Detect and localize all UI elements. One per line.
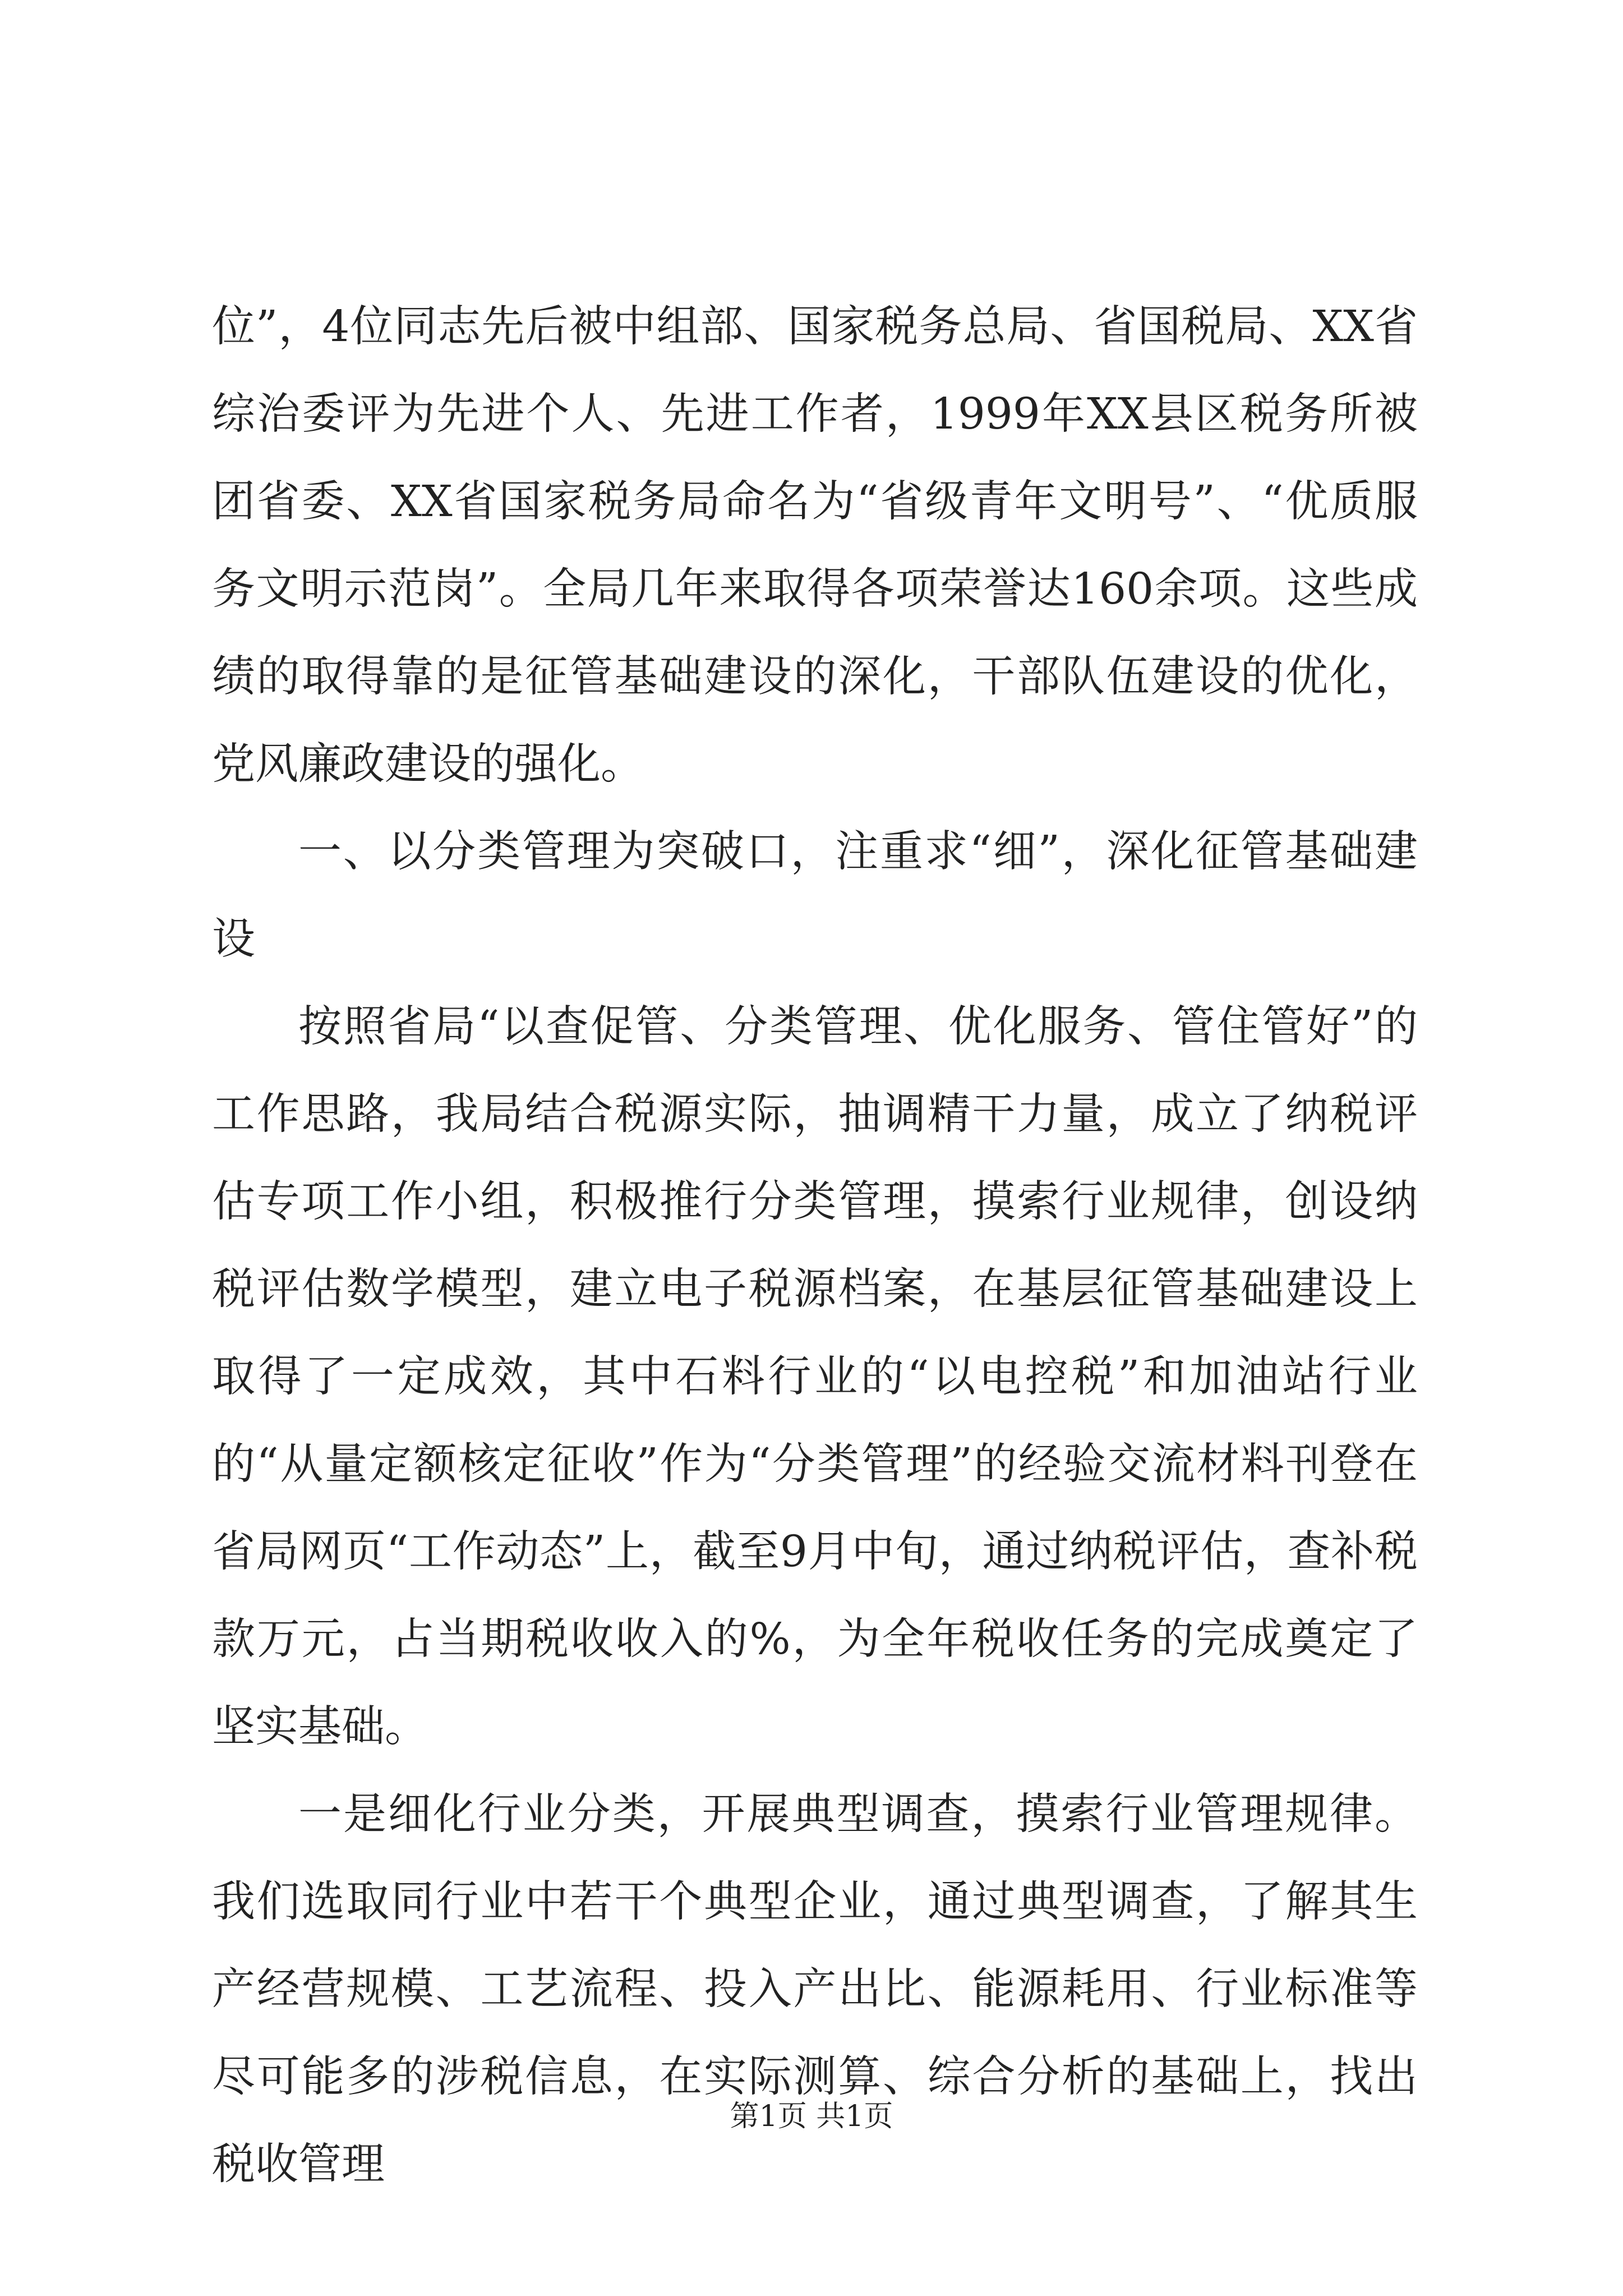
section-heading-classification-management: 一、以分类管理为突破口，注重求“细”，深化征管基础建设 — [212, 827, 1418, 964]
body-text — [212, 283, 1418, 2208]
paragraph-honors-summary: 位”，4位同志先后被中组部、国家税务总局、省国税局、XX省综治委评为先进个人、先进工作者，1999年XX县区税务所被团省委、XX省国家税务局命名为“省级青年文明号”、“优质服务文明示范岗”。全局几年来取得各项荣誉达160余项。这些成绩的取得靠的是征管基础建设的深化，干部队伍建设的优化，党风廉政建设的强化。 — [212, 302, 1418, 789]
paragraph-tax-assessment: 按照省局“以查促管、分类管理、优化服务、管住管好”的工作思路，我局结合税源实际，抽调精干力量，成立了纳税评估专项工作小组，积极推行分类管理，摸索行业规律，创设纳税评估数学模型，建立电子税源档案，在基层征管基础建设上取得了一定成效，其中石料行业的“以电控税”和加油站行业的“从量定额核定征收”作为“分类管理”的经验交流材料刊登在省局网页“工作动态”上，截至9月中旬，通过纳税评估，查补税款万元，占当期税收收入的%，为全年税收任务的完成奠定了坚实基础。 — [212, 1002, 1418, 1752]
page-number-label: 第1页 共1页 — [730, 2100, 893, 2133]
page-footer — [0, 2097, 1623, 2136]
paragraph-industry-survey: 一是细化行业分类，开展典型调查，摸索行业管理规律。我们选取同行业中若干个典型企业，通过典型调查，了解其生产经营规模、工艺流程、投入产出比、能源耗用、行业标准等尽可能多的涉税信息，在实际测算、综合分析的基础上，找出税收管理 — [212, 1789, 1418, 2189]
